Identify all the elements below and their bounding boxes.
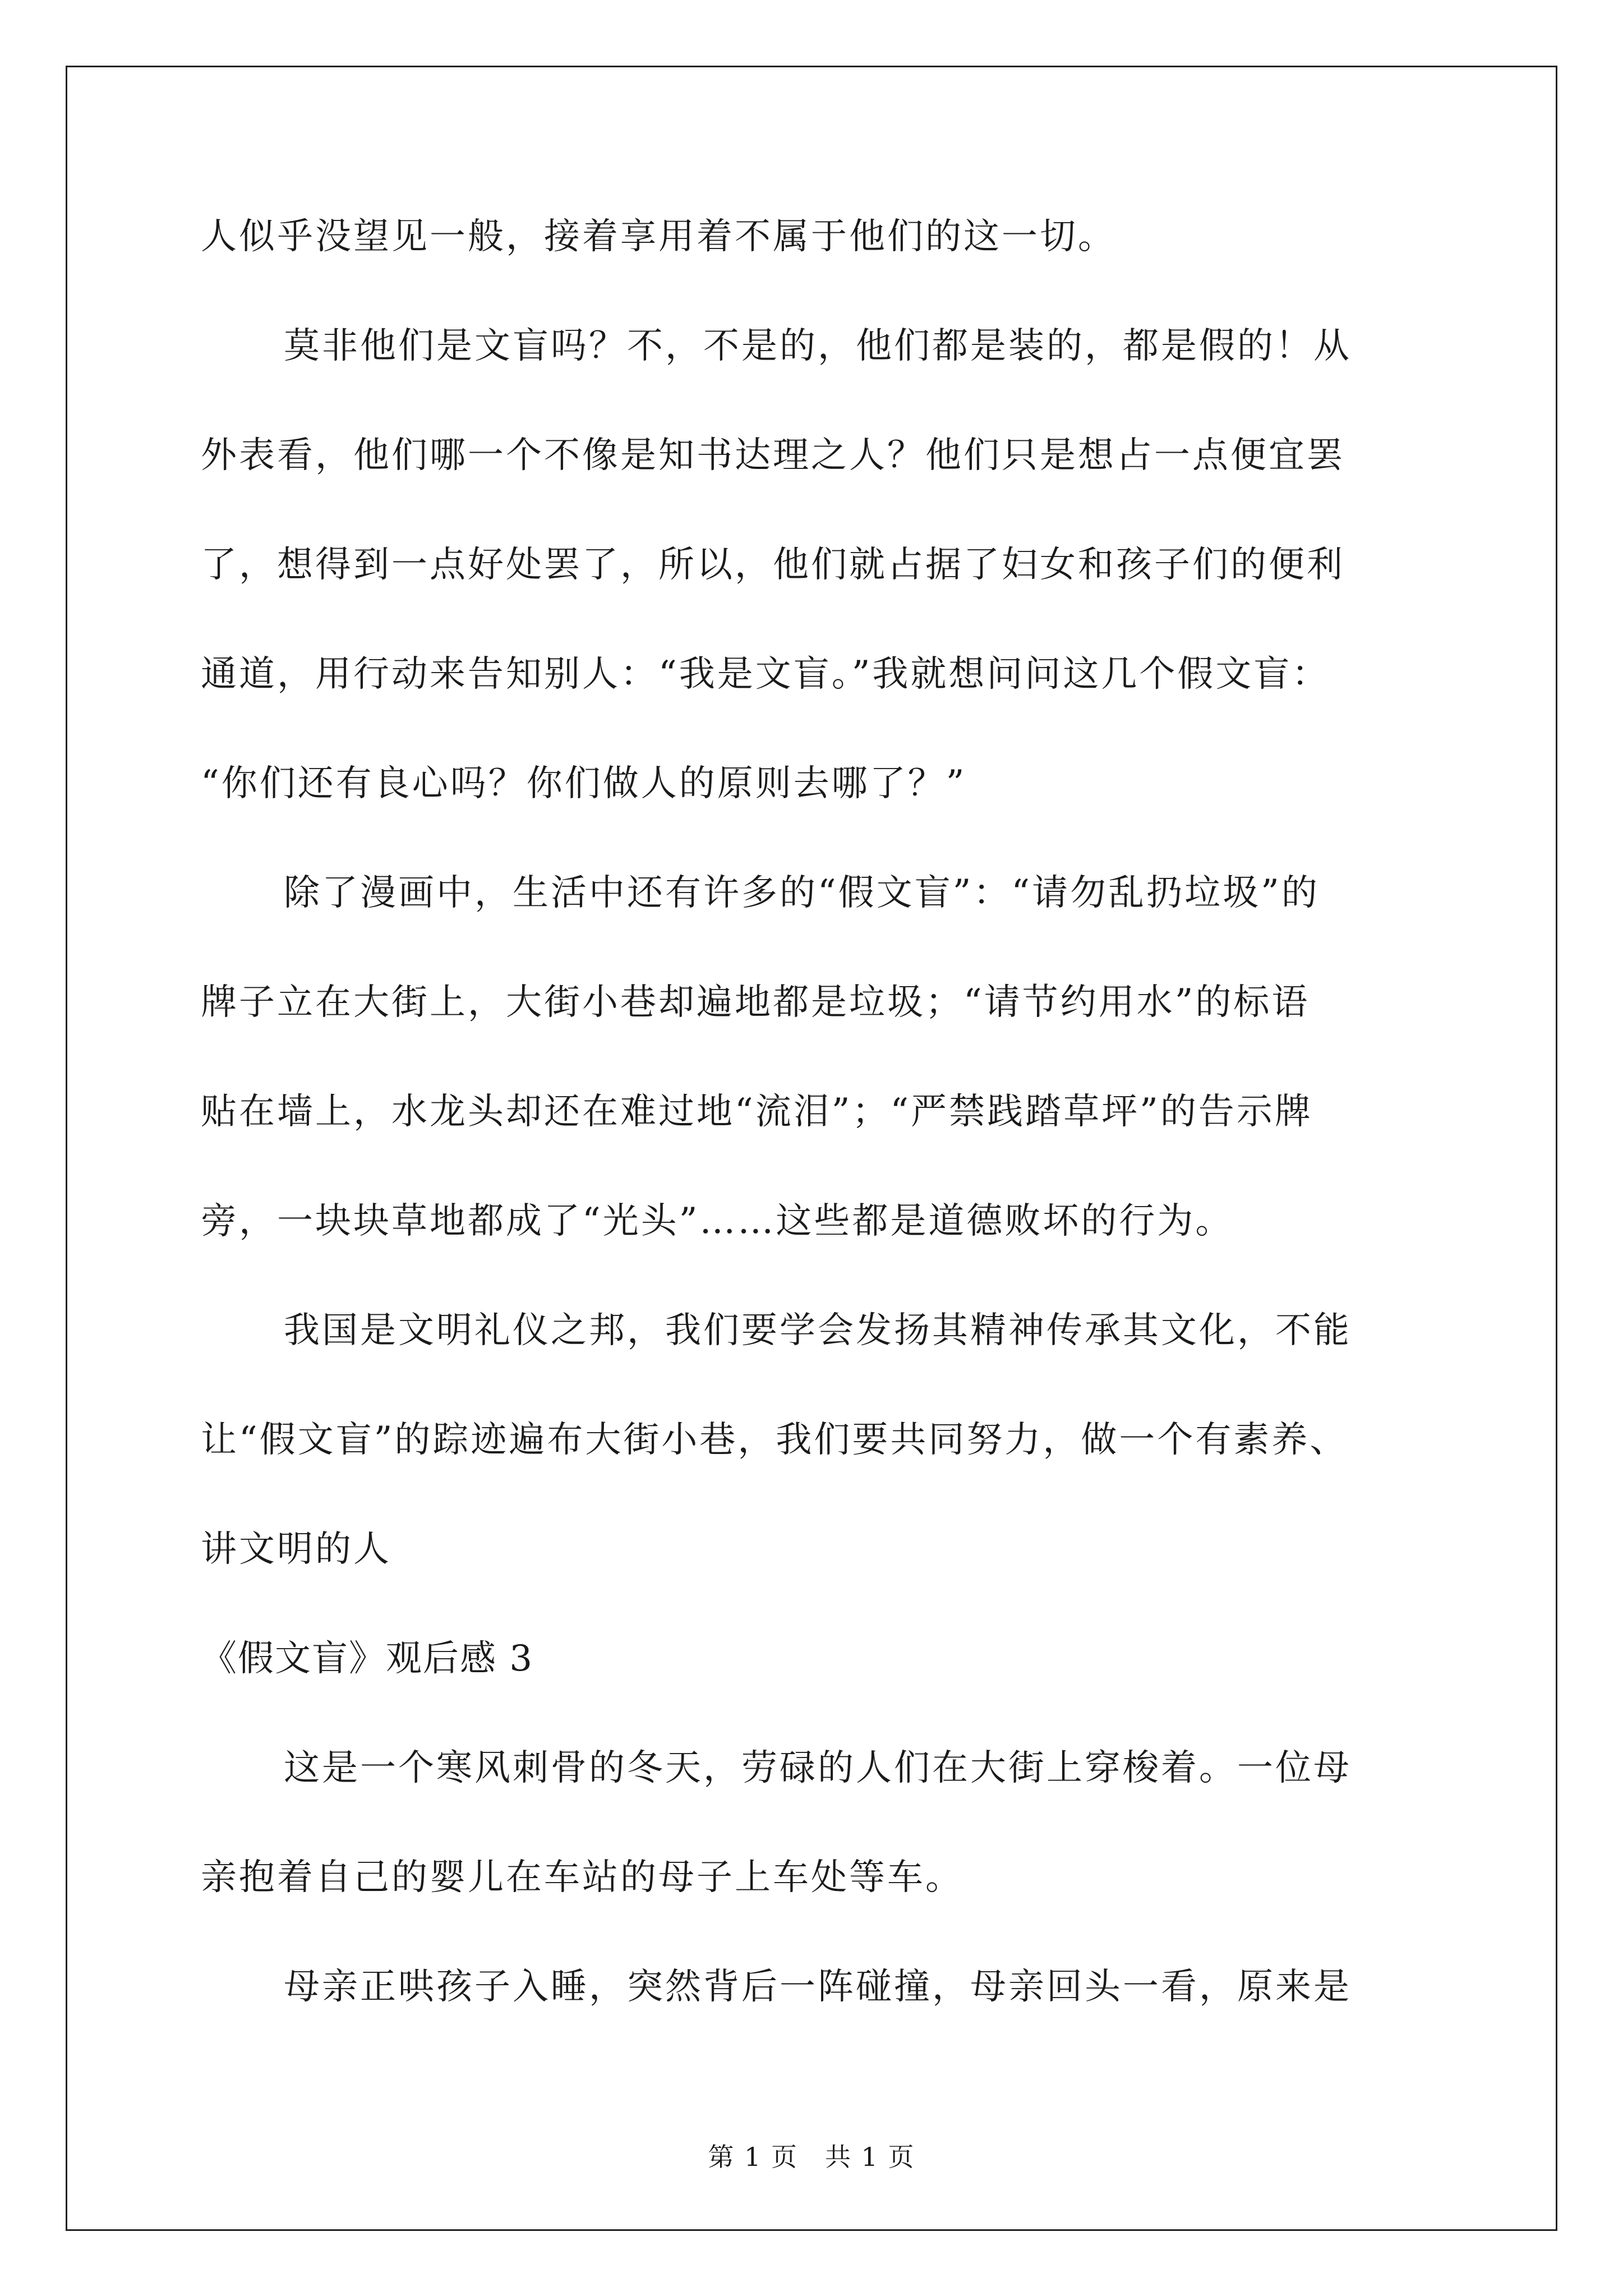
paragraph-line: 莫非他们是文盲吗？不，不是的，他们都是装的，都是假的！从 (284, 325, 1352, 367)
section-heading: 《假文盲》观后感 3 (201, 1638, 534, 1680)
paragraph-line: 旁，一块块草地都成了“光头”……这些都是道德败坏的行为。 (201, 1200, 1234, 1242)
paragraph-line: 讲文明的人 (201, 1529, 391, 1570)
paragraph-line: 我国是文明礼仪之邦，我们要学会发扬其精神传承其文化，不能 (284, 1310, 1352, 1351)
paragraph-line: 外表看，他们哪一个不像是知书达理之人？他们只是想占一点便宜罢 (201, 435, 1345, 476)
paragraph-line: 贴在墙上，水龙头却还在难过地“流泪”；“严禁践踏草坪”的告示牌 (201, 1091, 1313, 1133)
paragraph-line: 这是一个寒风刺骨的冬天，劳碌的人们在大街上穿梭着。一位母 (284, 1747, 1352, 1789)
paragraph-line: 母亲正哄孩子入睡，突然背后一阵碰撞，母亲回头一看，原来是 (284, 1966, 1352, 2008)
paragraph-line: 了，想得到一点好处罢了，所以，他们就占据了妇女和孩子们的便利 (201, 544, 1345, 586)
paragraph-line: 人似乎没望见一般，接着享用着不属于他们的这一切。 (201, 216, 1116, 257)
page-border (66, 66, 1557, 2231)
paragraph-line: 牌子立在大街上，大街小巷却遍地都是垃圾；“请节约用水”的标语 (201, 982, 1310, 1023)
paragraph-line: 亲抱着自己的婴儿在车站的母子上车处等车。 (201, 1857, 963, 1898)
paragraph-line: “你们还有良心吗？你们做人的原则去哪了？” (201, 763, 967, 804)
page-number-footer: 第 1 页 共 1 页 (708, 2142, 915, 2172)
paragraph-line: 通道，用行动来告知别人：“我是文盲。”我就想问问这几个假文盲： (201, 654, 1330, 695)
paragraph-line: 让“假文盲”的踪迹遍布大街小巷，我们要共同努力，做一个有素养、 (201, 1419, 1348, 1461)
paragraph-line: 除了漫画中，生活中还有许多的“假文盲”：“请勿乱扔垃圾”的 (284, 872, 1320, 914)
